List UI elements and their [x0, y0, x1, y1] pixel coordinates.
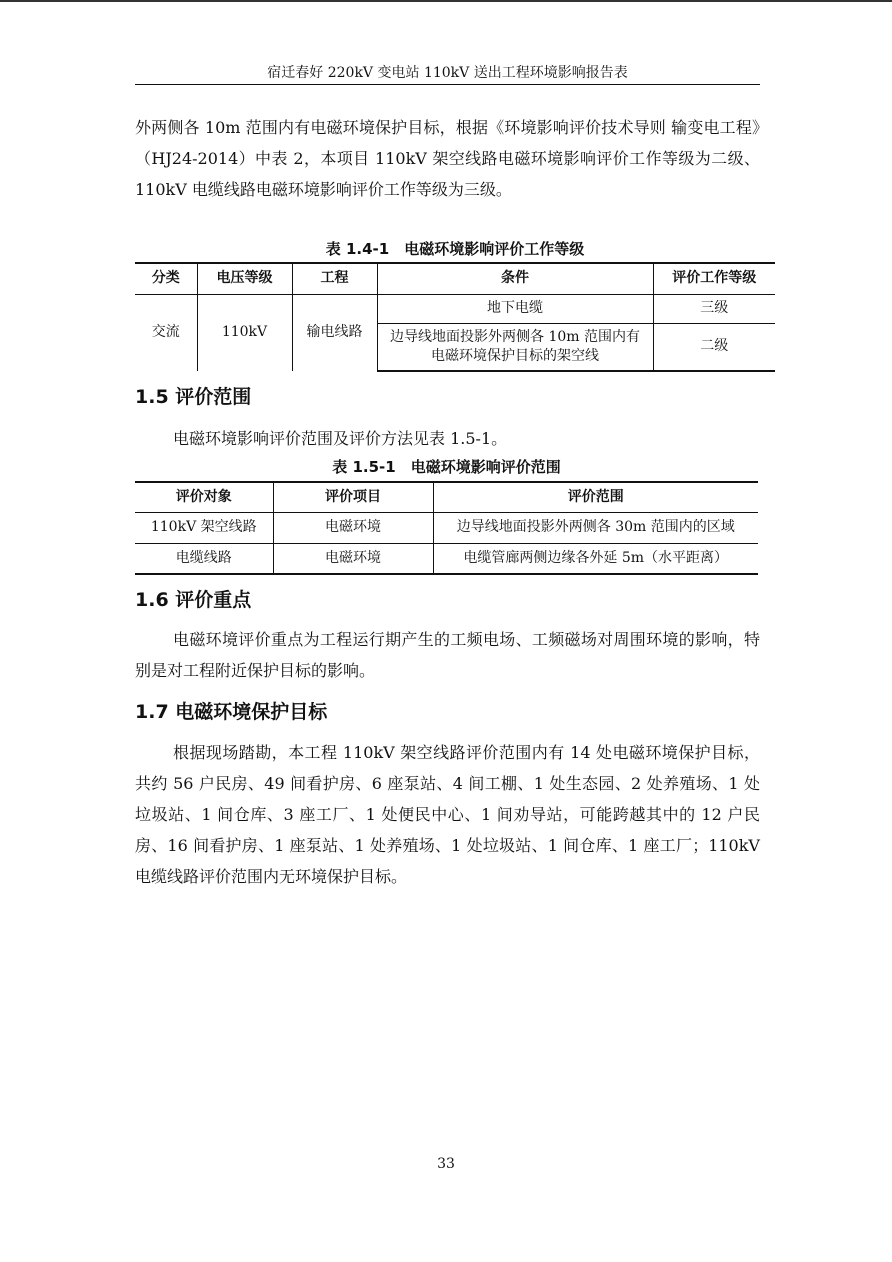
cell-scope: 边导线地面投影外两侧各 30m 范围内的区域	[433, 512, 758, 543]
cell-level: 三级	[653, 294, 775, 323]
grading-table	[135, 262, 775, 372]
cell-condition: 边导线地面投影外两侧各 10m 范围内有电磁环境保护目标的架空线	[377, 323, 653, 371]
header-object: 评价对象	[135, 482, 273, 512]
table-row	[135, 512, 758, 543]
header-rule	[135, 84, 760, 85]
section-1-6-paragraph: 电磁环境评价重点为工程运行期产生的工频电场、工频磁场对周围环境的影响，特别是对工程附近保护目标的影响。	[135, 630, 760, 680]
scope-table	[135, 481, 758, 575]
table-header-row	[135, 482, 758, 512]
header-voltage: 电压等级	[197, 263, 292, 294]
cell-category: 交流	[135, 294, 197, 371]
cell-object: 110kV 架空线路	[135, 512, 273, 543]
header-condition: 条件	[377, 263, 653, 294]
cell-item: 电磁环境	[273, 543, 433, 574]
section-heading-1-5: 1.5 评价范围	[135, 386, 252, 408]
section-heading-1-6: 1.6 评价重点	[135, 589, 252, 611]
cell-scope: 电缆管廊两侧边缘各外延 5m（水平距离）	[433, 543, 758, 574]
section-1-7-paragraph: 根据现场踏勘，本工程 110kV 架空线路评价范围内有 14 处电磁环境保护目标，共约 56 户民房、49 间看护房、6 座泵站、4 间工棚、1 处生态园、2 处养殖场、1 处垃圾站、1 间仓库、3 座工厂、1 处便民中心、1 间劝导站，可能跨越其中的 12 户民房、16 间看护房、1 座泵站、1 处养殖场、1 处垃圾站、1 间仓库、1 座工厂；110kV 电缆线路评价范围内无环境保护目标。	[135, 743, 760, 886]
header-level: 评价工作等级	[653, 263, 775, 294]
header-scope: 评价范围	[433, 482, 758, 512]
cell-voltage: 110kV	[197, 294, 292, 371]
header-item: 评价项目	[273, 482, 433, 512]
table-1-4-1-caption: 表 1.4-1 电磁环境影响评价工作等级	[325, 240, 585, 258]
cell-condition: 地下电缆	[377, 294, 653, 323]
table-header-row	[135, 263, 775, 294]
section-heading-1-7: 1.7 电磁环境保护目标	[135, 701, 328, 723]
header-project: 工程	[292, 263, 377, 294]
table-row	[135, 543, 758, 574]
cell-item: 电磁环境	[273, 512, 433, 543]
table-1-5-1-caption: 表 1.5-1 电磁环境影响评价范围	[332, 458, 561, 476]
cell-object: 电缆线路	[135, 543, 273, 574]
section-1-5-paragraph: 电磁环境影响评价范围及评价方法见表 1.5-1。	[173, 429, 508, 448]
top-border	[0, 0, 892, 2]
running-header: 宿迁春好 220kV 变电站 110kV 送出工程环境影响报告表	[267, 65, 628, 81]
table-row	[135, 294, 775, 323]
cell-project: 输电线路	[292, 294, 377, 371]
header-category: 分类	[135, 263, 197, 294]
page-number: 33	[437, 1156, 455, 1172]
intro-paragraph: 外两侧各 10m 范围内有电磁环境保护目标，根据《环境影响评价技术导则 输变电工程》（HJ24-2014）中表 2，本项目 110kV 架空线路电磁环境影响评价工作等级为二级、110kV 电缆线路电磁环境影响评价工作等级为三级。	[135, 118, 760, 199]
cell-level: 二级	[653, 323, 775, 371]
